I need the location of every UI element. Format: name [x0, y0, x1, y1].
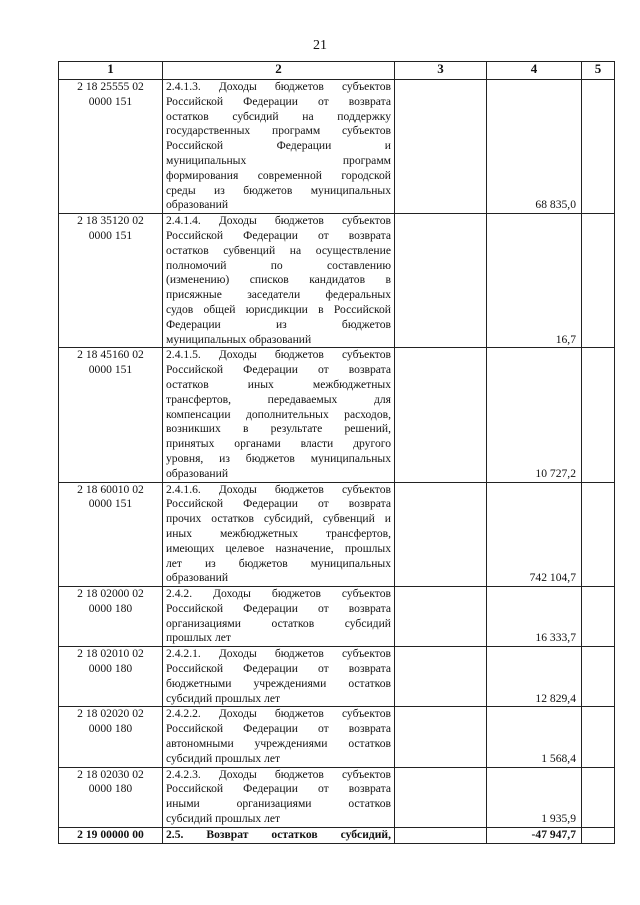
description-line: прошлых лет: [166, 631, 231, 645]
description-line: 2.4.2.2. Доходы бюджетов субъектов: [166, 707, 391, 721]
budget-code-cell: [59, 348, 163, 482]
table-row: [59, 214, 615, 348]
column-5-cell: [582, 587, 615, 647]
column-5-cell: [582, 214, 615, 348]
description-cell: [163, 827, 395, 843]
description-line: образований: [166, 571, 229, 585]
description-cell: [163, 80, 395, 214]
column-header-2: 2: [163, 62, 395, 80]
table-row: [59, 647, 615, 707]
description-line: образований: [166, 198, 229, 212]
description-line: Российской Федерации от возврата: [166, 662, 391, 676]
column-5-cell: [582, 827, 615, 843]
table-row: [59, 827, 615, 843]
description-line: 2.4.2.3. Доходы бюджетов субъектов: [166, 767, 391, 781]
description-line: муниципальных программ: [166, 153, 391, 167]
description-line: автономными учреждениями остатков: [166, 737, 391, 751]
budget-code-cell: [59, 647, 163, 707]
description-line: уровня, из бюджетов муниципальных: [166, 451, 391, 465]
description-line: прочих остатков субсидий, субвенций и: [166, 512, 391, 526]
column-header-1: 1: [59, 62, 163, 80]
description-line: государственных программ субъектов: [166, 124, 391, 138]
column-3-cell: [395, 707, 487, 767]
table-row: [59, 587, 615, 647]
description-line: трансфертов, передаваемых для: [166, 392, 391, 406]
budget-code-line: 0000 180: [88, 722, 133, 736]
description-line: Федерации из бюджетов: [166, 317, 391, 331]
amount-cell: 16 333,7: [487, 587, 582, 647]
amount-cell: 68 835,0: [487, 80, 582, 214]
description-line: компенсации дополнительных расходов,: [166, 407, 391, 421]
description-line: принятых органами власти другого: [166, 437, 391, 451]
description-line: среды из бюджетов муниципальных: [166, 183, 391, 197]
description-cell: [163, 707, 395, 767]
description-line: Российской Федерации от возврата: [166, 94, 391, 108]
amount-cell: 16,7: [487, 214, 582, 348]
budget-code-line: 2 18 25555 02: [77, 80, 144, 93]
budget-code-cell: [59, 827, 163, 843]
budget-table: [58, 61, 615, 844]
budget-code-line: 2 18 35120 02: [77, 214, 144, 228]
budget-code-line: 0000 180: [88, 662, 133, 676]
budget-code-line: 0000 151: [88, 94, 133, 108]
description-line: 2.4.1.5. Доходы бюджетов субъектов: [166, 348, 391, 362]
budget-code-line: 2 18 02000 02: [77, 587, 144, 601]
budget-code-cell: [59, 707, 163, 767]
table-row: [59, 482, 615, 587]
column-5-cell: [582, 767, 615, 827]
budget-code-line: 0000 180: [88, 782, 133, 796]
column-header-5: 5: [582, 62, 615, 80]
column-3-cell: [395, 482, 487, 587]
description-line: присяжные заседатели федеральных: [166, 288, 391, 302]
description-cell: [163, 482, 395, 587]
description-line: Российской Федерации от возврата: [166, 497, 391, 511]
budget-code-cell: [59, 587, 163, 647]
description-line: 2.5. Возврат остатков субсидий,: [166, 827, 391, 841]
column-5-cell: [582, 80, 615, 214]
description-line: субсидий прошлых лет: [166, 691, 281, 705]
description-line: полномочий по составлению: [166, 258, 391, 272]
budget-code-line: 2 18 45160 02: [77, 348, 144, 362]
table-body: [59, 80, 615, 844]
column-3-cell: [395, 587, 487, 647]
description-line: судов общей юрисдикции в Российской: [166, 302, 391, 316]
column-5-cell: [582, 482, 615, 587]
column-header-3: 3: [395, 62, 487, 80]
amount-cell: 1 935,9: [487, 767, 582, 827]
description-cell: [163, 587, 395, 647]
description-line: организациями остатков субсидий: [166, 616, 391, 630]
budget-code-cell: [59, 482, 163, 587]
description-line: муниципальных образований: [166, 332, 312, 346]
budget-code-line: 0000 180: [88, 601, 133, 615]
description-line: Российской Федерации от возврата: [166, 601, 391, 615]
description-line: иных межбюджетных трансфертов,: [166, 526, 391, 540]
description-cell: [163, 647, 395, 707]
column-3-cell: [395, 348, 487, 482]
column-header-4: 4: [487, 62, 582, 80]
table-row: [59, 767, 615, 827]
column-5-cell: [582, 647, 615, 707]
description-line: Российской Федерации от возврата: [166, 363, 391, 377]
description-line: возникших в результате решений,: [166, 422, 391, 436]
description-cell: [163, 214, 395, 348]
description-line: бюджетными учреждениями остатков: [166, 676, 391, 690]
budget-code-line: 2 18 02030 02: [77, 767, 144, 781]
column-3-cell: [395, 214, 487, 348]
budget-code-line: 0000 151: [88, 497, 133, 511]
budget-code-line: 2 18 02010 02: [77, 647, 144, 661]
description-cell: [163, 767, 395, 827]
amount-cell: 1 568,4: [487, 707, 582, 767]
description-line: Российской Федерации от возврата: [166, 782, 391, 796]
description-line: остатков субсидий на поддержку: [166, 109, 391, 123]
page-number: 21: [313, 38, 327, 53]
table-row: [59, 707, 615, 767]
column-5-cell: [582, 348, 615, 482]
amount-cell: 10 727,2: [487, 348, 582, 482]
column-5-cell: [582, 707, 615, 767]
amount-cell: 12 829,4: [487, 647, 582, 707]
budget-code-line: 2 19 00000 00: [77, 827, 144, 841]
column-3-cell: [395, 80, 487, 214]
description-line: 2.4.1.6. Доходы бюджетов субъектов: [166, 482, 391, 496]
column-3-cell: [395, 827, 487, 843]
description-line: остатков субвенций на осуществление: [166, 243, 391, 257]
description-line: лет из бюджетов муниципальных: [166, 556, 391, 570]
description-line: остатков иных межбюджетных: [166, 377, 391, 391]
budget-code-cell: [59, 767, 163, 827]
column-3-cell: [395, 767, 487, 827]
description-line: субсидий прошлых лет: [166, 751, 281, 765]
description-line: имеющих целевое назначение, прошлых: [166, 541, 391, 555]
table-header-row: [59, 62, 615, 80]
description-line: формирования современной городской: [166, 168, 391, 182]
description-line: 2.4.2.1. Доходы бюджетов субъектов: [166, 647, 391, 661]
description-line: 2.4.1.3. Доходы бюджетов субъектов: [166, 80, 391, 93]
description-line: Российской Федерации от возврата: [166, 228, 391, 242]
amount-cell: -47 947,7: [487, 827, 582, 843]
budget-code-cell: [59, 80, 163, 214]
amount-cell: 742 104,7: [487, 482, 582, 587]
budget-code-cell: [59, 214, 163, 348]
description-line: Российской Федерации от возврата: [166, 722, 391, 736]
description-line: субсидий прошлых лет: [166, 812, 281, 826]
description-line: 2.4.1.4. Доходы бюджетов субъектов: [166, 214, 391, 228]
column-3-cell: [395, 647, 487, 707]
description-line: (изменению) списков кандидатов в: [166, 273, 391, 287]
table-row: [59, 348, 615, 482]
description-cell: [163, 348, 395, 482]
budget-code-line: 0000 151: [88, 363, 133, 377]
table-row: [59, 80, 615, 214]
description-line: Российской Федерации и: [166, 139, 391, 153]
description-line: образований: [166, 466, 229, 480]
budget-code-line: 2 18 02020 02: [77, 707, 144, 721]
budget-code-line: 0000 151: [88, 228, 133, 242]
description-line: иными организациями остатков: [166, 797, 391, 811]
budget-code-line: 2 18 60010 02: [77, 482, 144, 496]
description-line: 2.4.2. Доходы бюджетов субъектов: [166, 587, 391, 601]
